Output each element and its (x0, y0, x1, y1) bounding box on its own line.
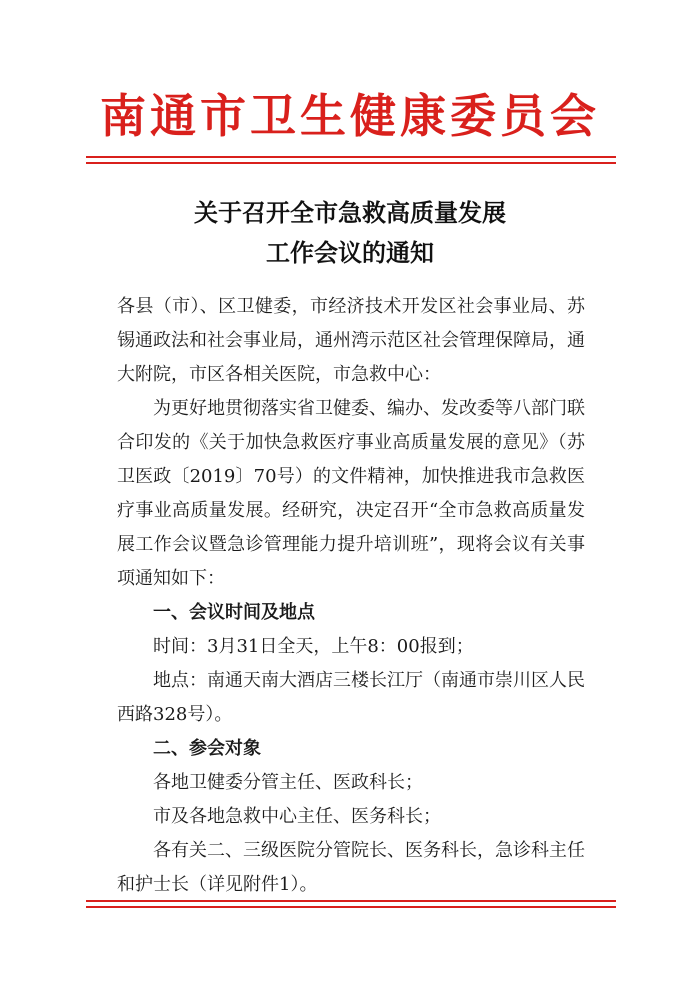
section1-heading: 一、会议时间及地点 (153, 602, 315, 623)
document-title-line2: 工作会议的通知 (266, 238, 434, 267)
addressee-paragraph: 各县（市）、区卫健委，市经济技术开发区社会事业局、苏锡通政法和社会事业局，通州湾示范区社会管理保障局，通大附院，市区各相关医院，市急救中心： (117, 296, 585, 385)
attendee-item-2: 市及各地急救中心主任、医务科长； (153, 806, 441, 827)
intro-paragraph: 为更好地贯彻落实省卫健委、编办、发改委等八部门联合印发的《关于加快急救医疗事业高质量发展的意见》（苏卫医政〔2019〕70号）的文件精神，加快推进我市急救医疗事业高质量发展。经研究，决定召开“全市急救高质量发展工作会议暨急诊管理能力提升培训班”，现将会议有关事项通知如下： (117, 398, 585, 589)
letterhead-rule-top-second (86, 162, 616, 164)
document-title-line1: 关于召开全市急救高质量发展 (194, 198, 506, 227)
meeting-place: 地点：南通天南大酒店三楼长江厅（南通市崇川区人民西路328号）。 (117, 670, 585, 725)
letterhead-rule-top (86, 156, 616, 158)
footer-rule-second (86, 906, 616, 908)
org-letterhead: 南通市卫生健康委员会 (100, 89, 600, 143)
section2-heading: 二、参会对象 (153, 738, 261, 759)
meeting-time: 时间：3月31日全天，上午8：00报到； (153, 636, 474, 657)
attendee-item-1: 各地卫健委分管主任、医政科长； (153, 772, 423, 793)
footer-rule (86, 900, 616, 902)
attendee-item-3: 各有关二、三级医院分管院长、医务科长，急诊科主任和护士长（详见附件1）。 (117, 840, 585, 895)
document-body (117, 290, 585, 902)
